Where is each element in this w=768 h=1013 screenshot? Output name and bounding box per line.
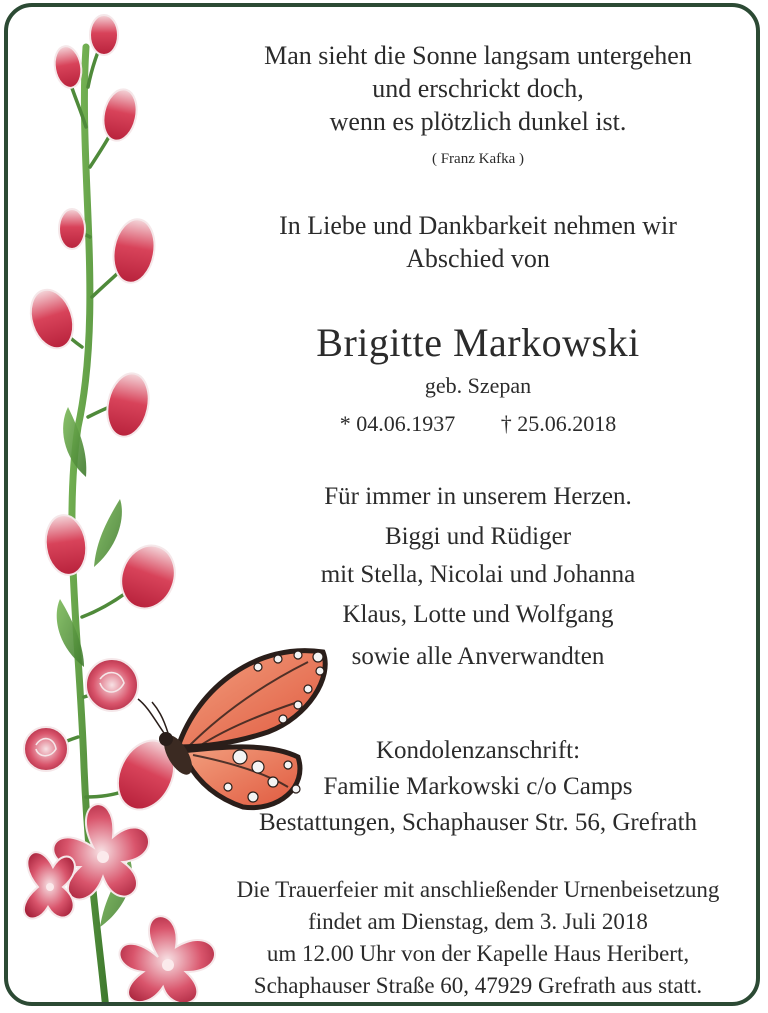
mourners-line-5: sowie alle Anverwandten xyxy=(351,643,605,670)
quote-line-2: und erschrickt doch, xyxy=(372,74,584,103)
condolence-line-1: Kondolenzanschrift: xyxy=(375,737,581,764)
mourners-line-2: Biggi und Rüdiger xyxy=(384,523,572,550)
ceremony-line-3: um 12.00 Uhr von der Kapelle Haus Heribert, xyxy=(266,941,690,966)
condolence-line-2: Familie Markowski c/o Camps xyxy=(323,773,633,800)
life-dates xyxy=(213,411,743,437)
deceased-name: Brigitte Markowski xyxy=(316,320,640,365)
death-date: † 25.06.2018 xyxy=(500,411,617,436)
obituary-card xyxy=(4,3,760,1006)
birth-date: * 04.06.1937 xyxy=(339,411,456,436)
birth-name: geb. Szepan xyxy=(424,373,532,398)
quote-line-1: Man sieht die Sonne langsam untergehen xyxy=(264,41,692,70)
mourners-line-1: Für immer in unserem Herzen. xyxy=(324,483,632,510)
quote-author: ( Franz Kafka ) xyxy=(431,151,525,167)
ceremony-line-4: Schaphauser Straße 60, 47929 Grefrath aus statt. xyxy=(253,973,703,998)
ceremony-line-1: Die Trauerfeier mit anschließender Urnenbeisetzung xyxy=(236,877,720,902)
ceremony-line-2: findet am Dienstag, dem 3. Juli 2018 xyxy=(308,909,648,934)
intro-line-2: Abschied von xyxy=(406,244,550,273)
mourners-line-4: Klaus, Lotte und Wolfgang xyxy=(342,601,614,628)
mourners-line-3: mit Stella, Nicolai und Johanna xyxy=(320,561,636,588)
intro-line-1: In Liebe und Dankbarkeit nehmen wir xyxy=(279,211,677,240)
quote-line-3: wenn es plötzlich dunkel ist. xyxy=(329,107,627,136)
condolence-line-3: Bestattungen, Schaphauser Str. 56, Grefrath xyxy=(258,809,698,836)
